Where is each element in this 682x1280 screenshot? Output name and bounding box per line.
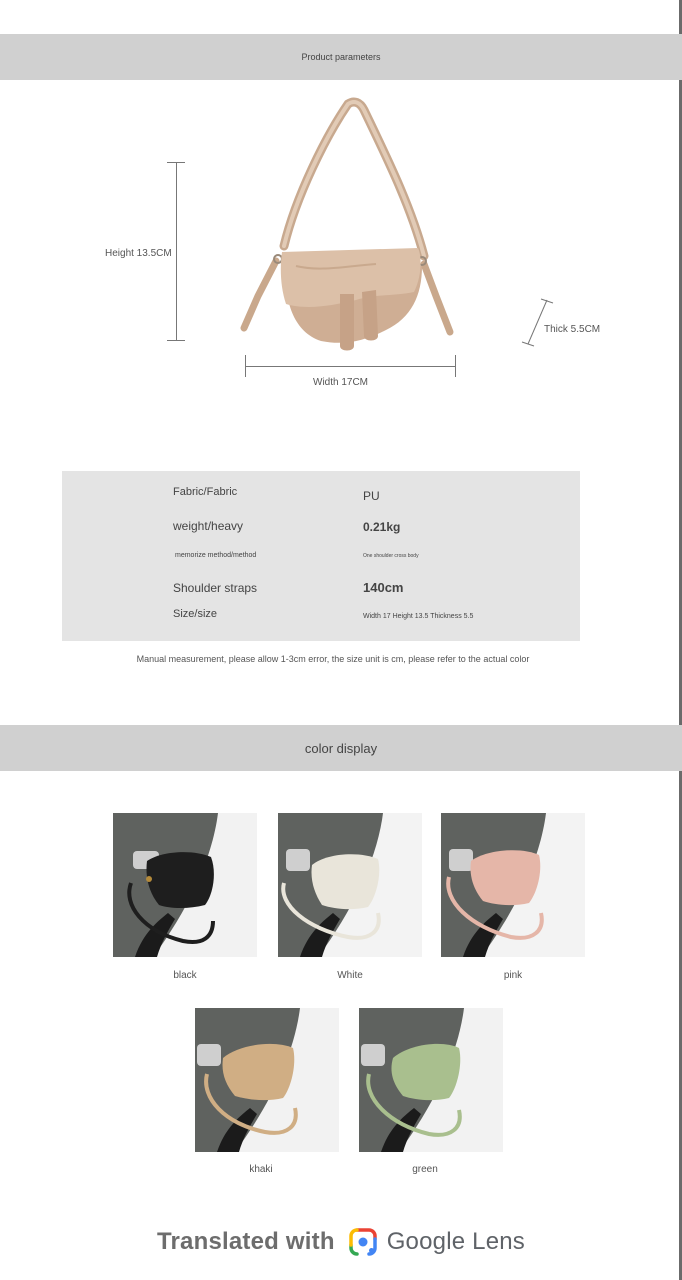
thick-dimension-line xyxy=(518,296,558,348)
spec-key-straps: Shoulder straps xyxy=(173,581,258,595)
spec-key-size: Size/size xyxy=(173,608,218,620)
spec-value-weight: 0.21kg xyxy=(363,520,401,534)
spec-key-fabric: Fabric/Fabric xyxy=(173,486,238,498)
spec-key-weight: weight/heavy xyxy=(173,519,244,533)
section-header-parameters xyxy=(0,34,682,80)
width-dimension-cap-right xyxy=(455,355,456,377)
section-header-colors xyxy=(0,725,682,771)
product-bag-image xyxy=(236,96,464,358)
width-dimension-cap-left xyxy=(245,355,246,377)
spec-value-straps: 140cm xyxy=(363,580,404,595)
color-photo-khaki[interactable] xyxy=(195,1008,339,1152)
height-dimension-cap-bottom xyxy=(167,340,185,341)
color-label-black: black xyxy=(173,970,197,981)
height-dimension-line xyxy=(176,162,177,341)
width-label: Width 17CM xyxy=(313,377,369,388)
footer-prefix: Translated with xyxy=(156,1228,335,1255)
height-label: Height 13.5CM xyxy=(105,248,172,259)
color-label-white: White xyxy=(337,970,363,981)
section-title: color display xyxy=(304,740,378,756)
color-photo-white[interactable] xyxy=(278,813,422,957)
measurement-note: Manual measurement, please allow 1-3cm error, the size unit is cm, please refer to the actual color xyxy=(136,654,530,664)
width-dimension-line xyxy=(245,366,456,367)
footer-brand: Google Lens xyxy=(386,1228,525,1255)
color-photo-pink[interactable] xyxy=(441,813,585,957)
color-label-khaki: khaki xyxy=(249,1164,273,1175)
spec-value-fabric: PU xyxy=(363,489,380,503)
color-photo-black[interactable] xyxy=(113,813,257,957)
google-lens-icon xyxy=(347,1226,379,1258)
translation-footer xyxy=(0,1222,682,1262)
height-dimension-cap-top xyxy=(167,162,185,163)
thick-label: Thick 5.5CM xyxy=(544,324,601,335)
section-title: Product parameters xyxy=(301,52,381,62)
spec-key-method: memorize method/method xyxy=(175,552,257,559)
color-photo-green[interactable] xyxy=(359,1008,503,1152)
color-label-pink: pink xyxy=(503,970,523,981)
spec-table xyxy=(62,471,580,641)
color-label-green: green xyxy=(412,1164,438,1175)
spec-value-method: One shoulder cross body xyxy=(363,553,419,559)
spec-value-size: Width 17 Height 13.5 Thickness 5.5 xyxy=(363,613,474,620)
